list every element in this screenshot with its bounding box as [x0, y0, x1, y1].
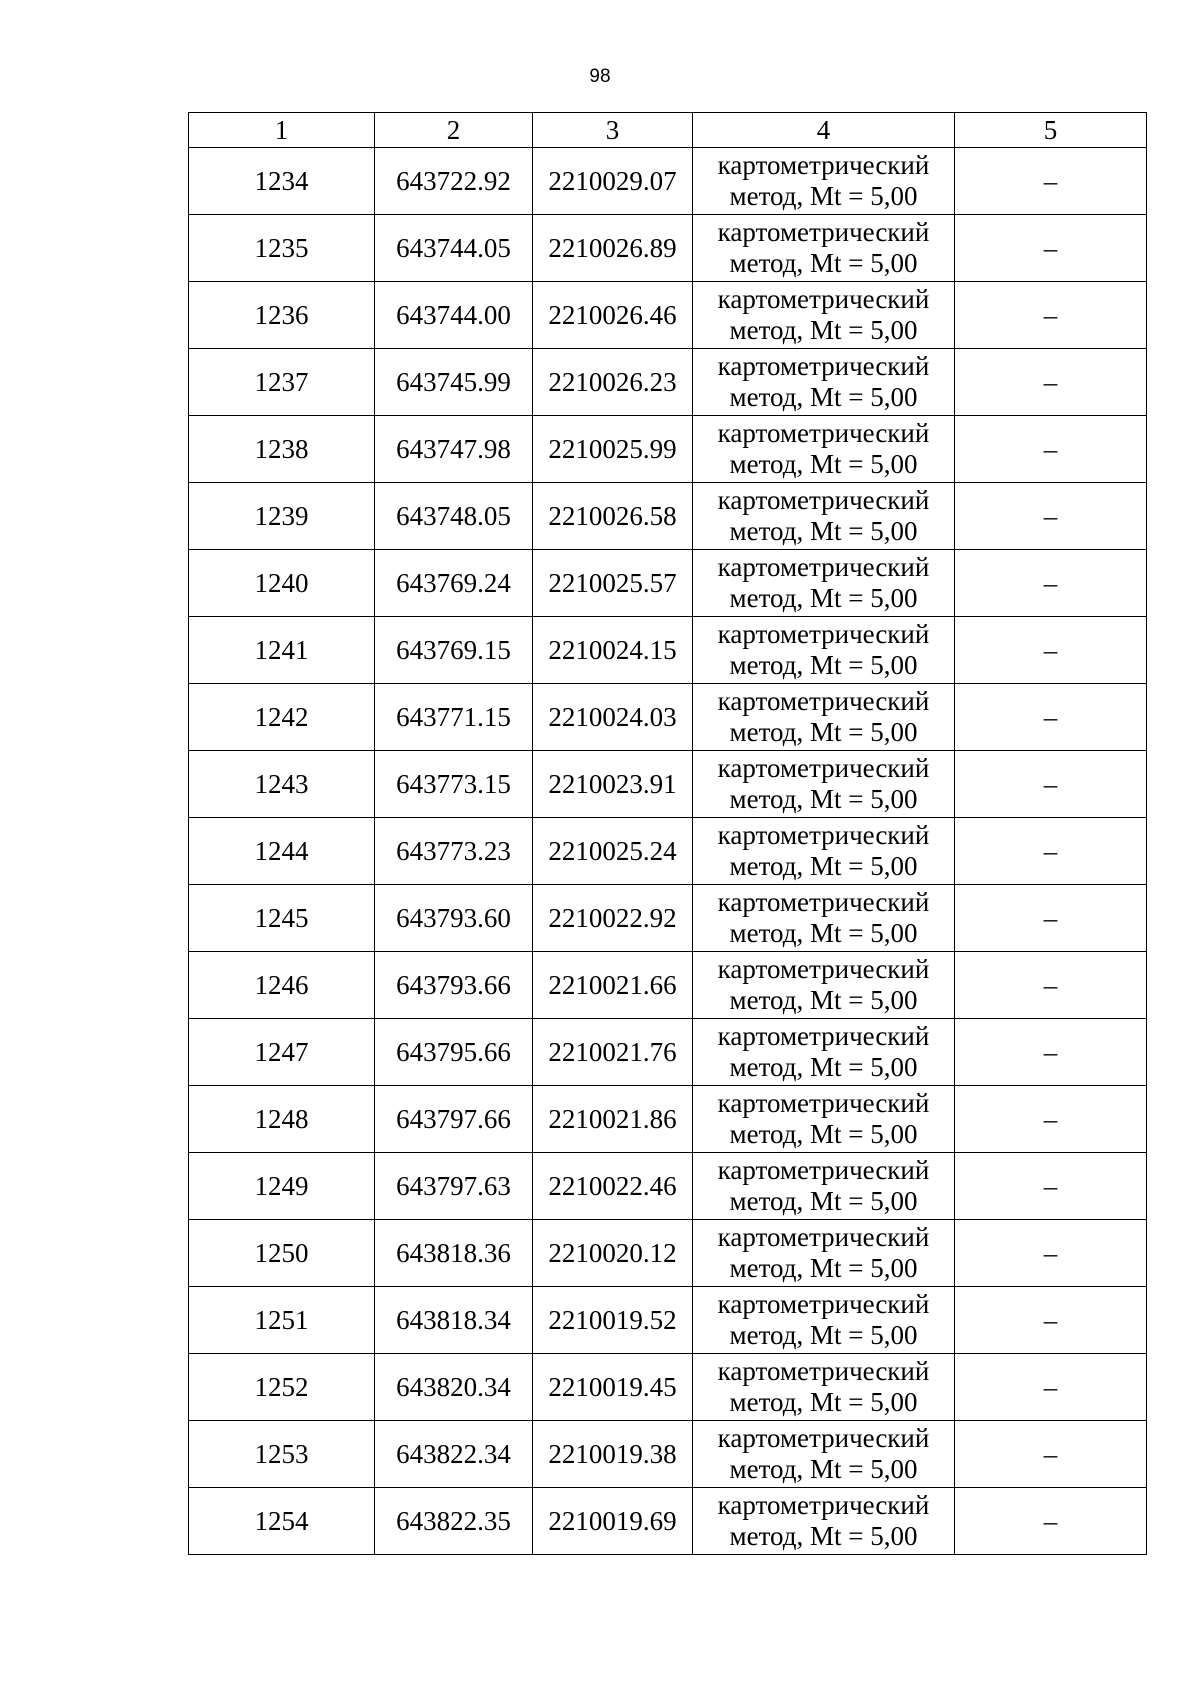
method-cell [693, 483, 955, 550]
method-line-2: метод, Mt = 5,00 [729, 1119, 918, 1149]
method-line-2: метод, Mt = 5,00 [729, 985, 918, 1015]
point-number-cell: 1250 [189, 1220, 375, 1287]
header-cell-2: 2 [375, 113, 533, 148]
x-coordinate-cell: 643745.99 [375, 349, 533, 416]
x-coordinate-cell: 643748.05 [375, 483, 533, 550]
method-line-1: картометрический [717, 1222, 930, 1252]
method-line-2: метод, Mt = 5,00 [729, 650, 918, 680]
x-coordinate-cell: 643744.00 [375, 282, 533, 349]
y-coordinate-cell: 2210026.46 [533, 282, 693, 349]
note-cell: – [955, 885, 1147, 952]
table-row [189, 1019, 1147, 1086]
x-coordinate-cell: 643822.34 [375, 1421, 533, 1488]
method-line-2: метод, Mt = 5,00 [729, 1454, 918, 1484]
method-line-1: картометрический [717, 284, 930, 314]
table-row [189, 349, 1147, 416]
table-row [189, 751, 1147, 818]
y-coordinate-cell: 2210021.66 [533, 952, 693, 1019]
y-coordinate-cell: 2210019.45 [533, 1354, 693, 1421]
point-number-cell: 1235 [189, 215, 375, 282]
table-row [189, 148, 1147, 215]
method-line-1: картометрический [717, 619, 930, 649]
note-cell: – [955, 751, 1147, 818]
table-row [189, 885, 1147, 952]
method-text [693, 887, 954, 949]
x-coordinate-cell: 643793.66 [375, 952, 533, 1019]
point-number-cell: 1240 [189, 550, 375, 617]
method-line-1: картометрический [717, 1021, 930, 1051]
method-line-2: метод, Mt = 5,00 [729, 382, 918, 412]
method-text [693, 1289, 954, 1351]
method-text [693, 820, 954, 882]
table-row [189, 1421, 1147, 1488]
method-line-2: метод, Mt = 5,00 [729, 248, 918, 278]
method-line-2: метод, Mt = 5,00 [729, 1320, 918, 1350]
table-row [189, 818, 1147, 885]
y-coordinate-cell: 2210024.03 [533, 684, 693, 751]
x-coordinate-cell: 643744.05 [375, 215, 533, 282]
method-cell [693, 751, 955, 818]
x-coordinate-cell: 643771.15 [375, 684, 533, 751]
method-text [693, 284, 954, 346]
method-line-2: метод, Mt = 5,00 [729, 449, 918, 479]
note-cell: – [955, 1421, 1147, 1488]
method-cell [693, 617, 955, 684]
point-number-cell: 1243 [189, 751, 375, 818]
method-line-1: картометрический [717, 552, 930, 582]
note-cell: – [955, 617, 1147, 684]
note-cell: – [955, 349, 1147, 416]
table-row [189, 1220, 1147, 1287]
method-text [693, 1155, 954, 1217]
method-line-2: метод, Mt = 5,00 [729, 1253, 918, 1283]
method-text [693, 1088, 954, 1150]
x-coordinate-cell: 643722.92 [375, 148, 533, 215]
point-number-cell: 1252 [189, 1354, 375, 1421]
table-row [189, 684, 1147, 751]
method-cell [693, 1019, 955, 1086]
method-text [693, 418, 954, 480]
x-coordinate-cell: 643773.23 [375, 818, 533, 885]
method-line-1: картометрический [717, 418, 930, 448]
method-cell [693, 1287, 955, 1354]
method-line-2: метод, Mt = 5,00 [729, 851, 918, 881]
method-line-2: метод, Mt = 5,00 [729, 1387, 918, 1417]
method-line-1: картометрический [717, 1155, 930, 1185]
method-cell [693, 1220, 955, 1287]
method-cell [693, 684, 955, 751]
note-cell: – [955, 215, 1147, 282]
x-coordinate-cell: 643747.98 [375, 416, 533, 483]
y-coordinate-cell: 2210019.52 [533, 1287, 693, 1354]
method-line-1: картометрический [717, 485, 930, 515]
y-coordinate-cell: 2210025.57 [533, 550, 693, 617]
method-line-2: метод, Mt = 5,00 [729, 516, 918, 546]
y-coordinate-cell: 2210021.86 [533, 1086, 693, 1153]
method-cell [693, 1488, 955, 1555]
point-number-cell: 1246 [189, 952, 375, 1019]
method-line-2: метод, Mt = 5,00 [729, 1052, 918, 1082]
note-cell: – [955, 818, 1147, 885]
table-row [189, 1153, 1147, 1220]
y-coordinate-cell: 2210025.99 [533, 416, 693, 483]
table-row [189, 282, 1147, 349]
method-cell [693, 1421, 955, 1488]
method-cell [693, 1086, 955, 1153]
page-number: 98 [589, 66, 611, 87]
x-coordinate-cell: 643818.34 [375, 1287, 533, 1354]
x-coordinate-cell: 643769.24 [375, 550, 533, 617]
note-cell: – [955, 416, 1147, 483]
point-number-cell: 1237 [189, 349, 375, 416]
note-cell: – [955, 1019, 1147, 1086]
method-line-1: картометрический [717, 753, 930, 783]
note-cell: – [955, 1220, 1147, 1287]
note-cell: – [955, 550, 1147, 617]
point-number-cell: 1249 [189, 1153, 375, 1220]
method-text [693, 351, 954, 413]
note-cell: – [955, 1086, 1147, 1153]
point-number-cell: 1242 [189, 684, 375, 751]
header-cell-3: 3 [533, 113, 693, 148]
header-cell-5: 5 [955, 113, 1147, 148]
note-cell: – [955, 1287, 1147, 1354]
table-row [189, 416, 1147, 483]
method-cell [693, 550, 955, 617]
method-text [693, 753, 954, 815]
note-cell: – [955, 483, 1147, 550]
point-number-cell: 1247 [189, 1019, 375, 1086]
method-line-1: картометрический [717, 217, 930, 247]
y-coordinate-cell: 2210022.92 [533, 885, 693, 952]
method-text [693, 1222, 954, 1284]
method-line-1: картометрический [717, 686, 930, 716]
header-cell-4: 4 [693, 113, 955, 148]
y-coordinate-cell: 2210025.24 [533, 818, 693, 885]
method-cell [693, 148, 955, 215]
method-line-1: картометрический [717, 1356, 930, 1386]
method-line-2: метод, Mt = 5,00 [729, 315, 918, 345]
x-coordinate-cell: 643793.60 [375, 885, 533, 952]
method-text [693, 1490, 954, 1552]
method-line-1: картометрический [717, 1423, 930, 1453]
note-cell: – [955, 684, 1147, 751]
method-line-1: картометрический [717, 1289, 930, 1319]
method-line-2: метод, Mt = 5,00 [729, 717, 918, 747]
method-text [693, 552, 954, 614]
x-coordinate-cell: 643773.15 [375, 751, 533, 818]
note-cell: – [955, 148, 1147, 215]
x-coordinate-cell: 643820.34 [375, 1354, 533, 1421]
method-text [693, 954, 954, 1016]
method-line-1: картометрический [717, 150, 930, 180]
table-row [189, 1488, 1147, 1555]
point-number-cell: 1253 [189, 1421, 375, 1488]
method-line-1: картометрический [717, 1490, 930, 1520]
y-coordinate-cell: 2210019.38 [533, 1421, 693, 1488]
method-line-2: метод, Mt = 5,00 [729, 918, 918, 948]
point-number-cell: 1236 [189, 282, 375, 349]
table-row [189, 215, 1147, 282]
table-body [189, 113, 1147, 1555]
note-cell: – [955, 1153, 1147, 1220]
table-row [189, 550, 1147, 617]
y-coordinate-cell: 2210023.91 [533, 751, 693, 818]
method-cell [693, 349, 955, 416]
y-coordinate-cell: 2210019.69 [533, 1488, 693, 1555]
method-line-2: метод, Mt = 5,00 [729, 1186, 918, 1216]
method-text [693, 150, 954, 212]
x-coordinate-cell: 643795.66 [375, 1019, 533, 1086]
y-coordinate-cell: 2210026.58 [533, 483, 693, 550]
method-cell [693, 885, 955, 952]
method-text [693, 217, 954, 279]
table-row [189, 952, 1147, 1019]
table-row [189, 617, 1147, 684]
point-number-cell: 1238 [189, 416, 375, 483]
method-line-1: картометрический [717, 351, 930, 381]
method-text [693, 1021, 954, 1083]
method-cell [693, 818, 955, 885]
coordinates-table [188, 112, 1147, 1555]
note-cell: – [955, 952, 1147, 1019]
y-coordinate-cell: 2210026.23 [533, 349, 693, 416]
x-coordinate-cell: 643769.15 [375, 617, 533, 684]
method-text [693, 686, 954, 748]
method-line-1: картометрический [717, 820, 930, 850]
method-cell [693, 952, 955, 1019]
point-number-cell: 1245 [189, 885, 375, 952]
x-coordinate-cell: 643797.66 [375, 1086, 533, 1153]
method-line-2: метод, Mt = 5,00 [729, 1521, 918, 1551]
method-line-2: метод, Mt = 5,00 [729, 583, 918, 613]
point-number-cell: 1248 [189, 1086, 375, 1153]
point-number-cell: 1234 [189, 148, 375, 215]
method-cell [693, 1354, 955, 1421]
point-number-cell: 1239 [189, 483, 375, 550]
method-text [693, 1423, 954, 1485]
table-row [189, 1354, 1147, 1421]
note-cell: – [955, 282, 1147, 349]
y-coordinate-cell: 2210021.76 [533, 1019, 693, 1086]
method-line-1: картометрический [717, 887, 930, 917]
table-row [189, 1086, 1147, 1153]
point-number-cell: 1254 [189, 1488, 375, 1555]
method-text [693, 619, 954, 681]
y-coordinate-cell: 2210024.15 [533, 617, 693, 684]
x-coordinate-cell: 643818.36 [375, 1220, 533, 1287]
method-cell [693, 282, 955, 349]
method-text [693, 485, 954, 547]
point-number-cell: 1244 [189, 818, 375, 885]
method-cell [693, 1153, 955, 1220]
method-cell [693, 215, 955, 282]
point-number-cell: 1251 [189, 1287, 375, 1354]
method-line-2: метод, Mt = 5,00 [729, 784, 918, 814]
table-header-row [189, 113, 1147, 148]
method-cell [693, 416, 955, 483]
table-row [189, 483, 1147, 550]
method-text [693, 1356, 954, 1418]
y-coordinate-cell: 2210022.46 [533, 1153, 693, 1220]
y-coordinate-cell: 2210020.12 [533, 1220, 693, 1287]
note-cell: – [955, 1354, 1147, 1421]
x-coordinate-cell: 643797.63 [375, 1153, 533, 1220]
header-cell-1: 1 [189, 113, 375, 148]
method-line-1: картометрический [717, 954, 930, 984]
y-coordinate-cell: 2210029.07 [533, 148, 693, 215]
y-coordinate-cell: 2210026.89 [533, 215, 693, 282]
method-line-2: метод, Mt = 5,00 [729, 181, 918, 211]
x-coordinate-cell: 643822.35 [375, 1488, 533, 1555]
method-line-1: картометрический [717, 1088, 930, 1118]
table-row [189, 1287, 1147, 1354]
note-cell: – [955, 1488, 1147, 1555]
point-number-cell: 1241 [189, 617, 375, 684]
